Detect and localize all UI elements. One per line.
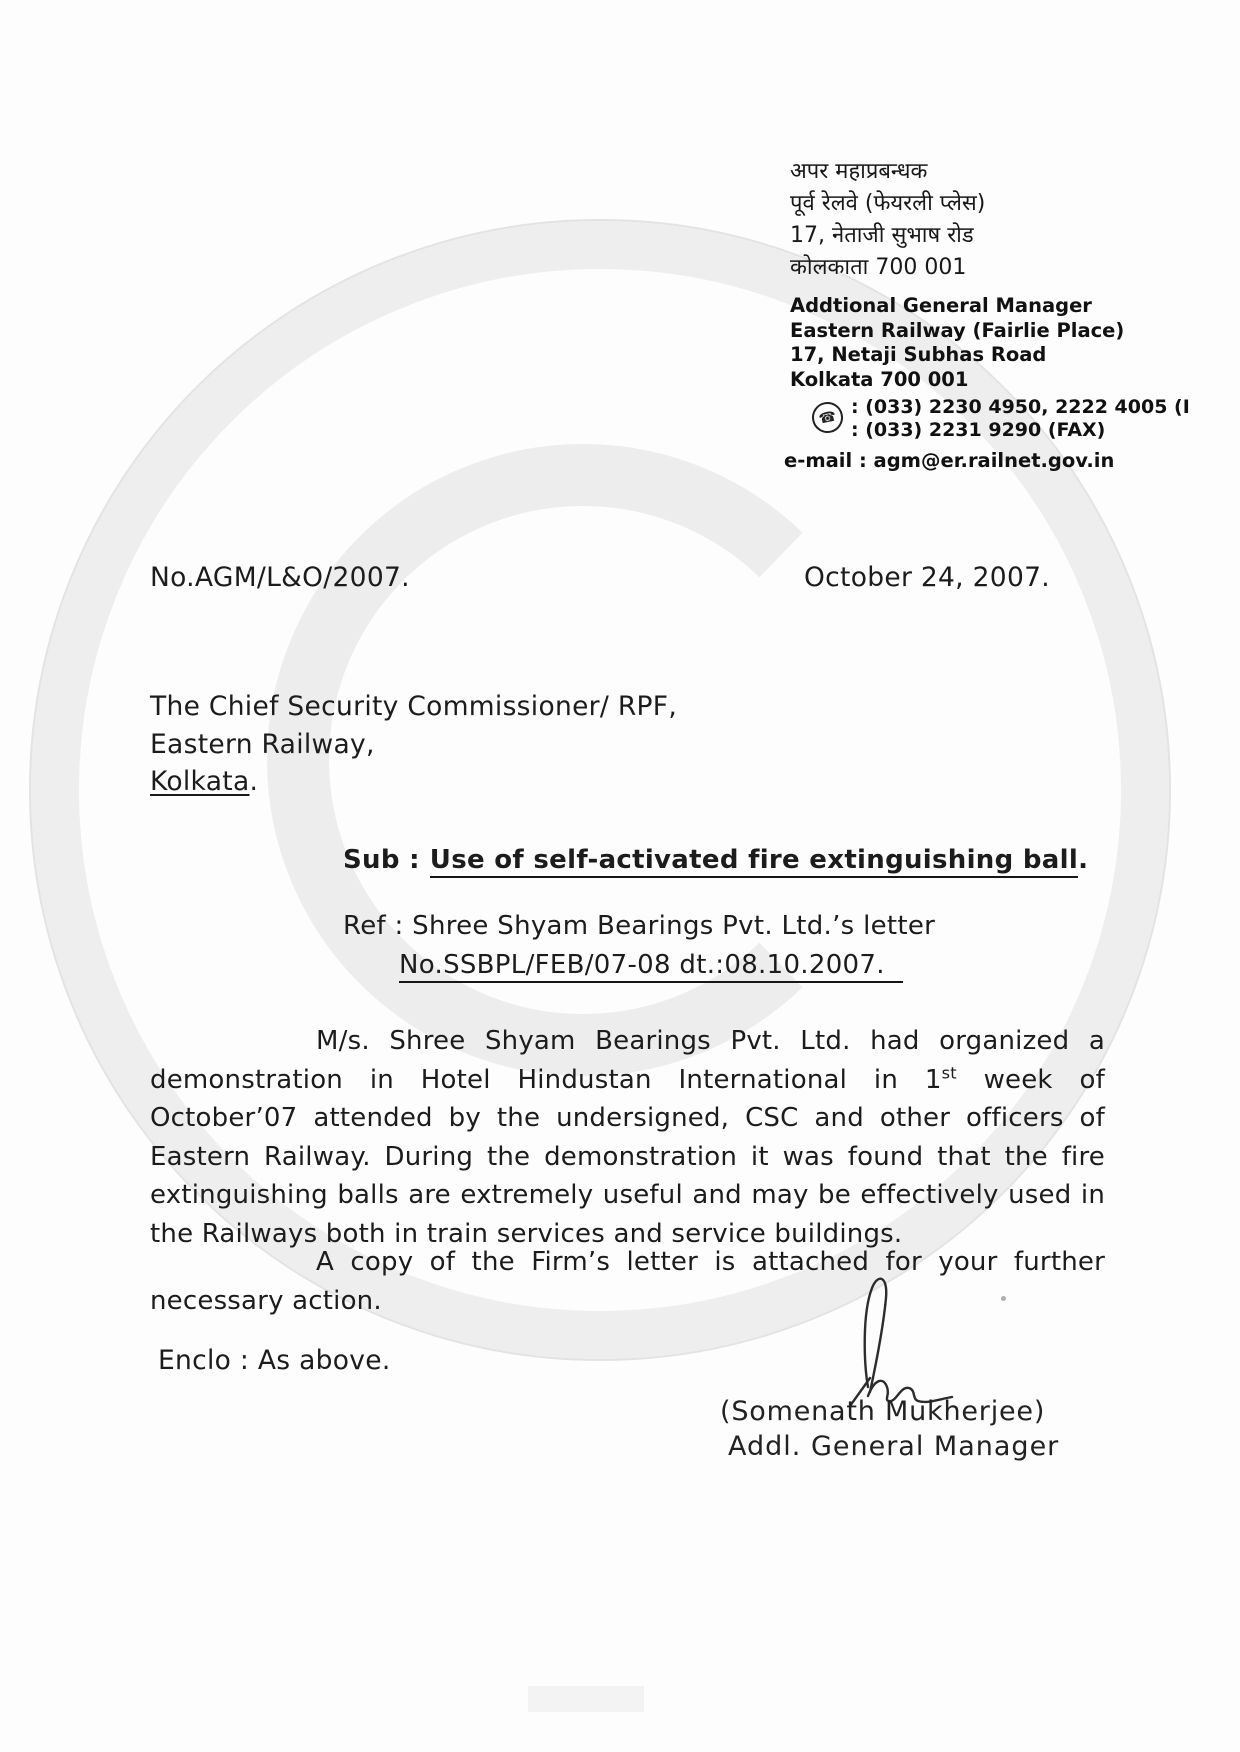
email-line: e-mail : agm@er.railnet.gov.in	[784, 449, 1115, 472]
subject-period: .	[1078, 845, 1089, 875]
letterhead-hindi	[790, 156, 1240, 284]
hindi-line: 17, नेताजी सुभाष रोड	[790, 223, 974, 248]
scan-speck	[1001, 1296, 1006, 1301]
paragraph-text: week of October’07 attended by the undersigned, CSC and other officers of Eastern Railway. During the demonstration it was found that the fire extinguishing balls are extremely useful and may be effectively used in the Railways both in train services and service buildings.	[150, 1064, 1105, 1249]
ordinal-superscript: st	[941, 1062, 957, 1082]
organization-name: Eastern Railway (Fairlie Place)	[790, 318, 1125, 342]
addressee-city: Kolkata	[150, 766, 250, 797]
enclosure-line: Enclo : As above.	[158, 1345, 391, 1376]
scan-artifact	[528, 1686, 644, 1712]
city-postcode: Kolkata 700 001	[790, 367, 969, 391]
addressee-city-period: .	[249, 766, 259, 797]
addressee-city-line	[150, 763, 677, 801]
reference-date-line	[150, 562, 1050, 593]
street-address: 17, Netaji Subhas Road	[790, 343, 1047, 366]
subject-text: Use of self-activated fire extinguishing ball	[430, 845, 1078, 878]
fax-number-line: : (033) 2231 9290 (FAX)	[851, 419, 1106, 441]
body-paragraph-1	[150, 1022, 1105, 1253]
addressee-line: The Chief Security Commissioner/ RPF,	[150, 691, 678, 722]
letter-number: No.AGM/L&O/2007.	[150, 562, 410, 593]
addressee-line: Eastern Railway,	[150, 728, 375, 760]
reference-letter-number: No.SSBPL/FEB/07-08 dt.:08.10.2007.	[399, 950, 903, 983]
phone-block	[790, 396, 1240, 442]
reference-line-1: Ref : Shree Shyam Bearings Pvt. Ltd.’s letter	[343, 911, 936, 941]
reference-block	[343, 908, 935, 984]
subject-line	[343, 845, 1088, 875]
letter-date: October 24, 2007.	[803, 562, 1050, 593]
letterhead-english	[790, 294, 1240, 392]
phone-number-line: : (033) 2230 4950, 2222 4005 (I	[851, 396, 1190, 418]
officer-designation: Addtional General Manager	[790, 294, 1092, 317]
hindi-line: कोलकाता 700 001	[790, 255, 967, 280]
signatory-name: (Somenath Mukherjee)	[720, 1396, 1046, 1427]
phone-icon: ☎	[809, 399, 846, 436]
body-paragraph-2: A copy of the Firm’s letter is attached for your further necessary action.	[150, 1247, 1105, 1316]
letterhead	[784, 156, 1240, 472]
paragraph-text: M/s. Shree Shyam Bearings Pvt. Ltd. had organized a demonstration in Hotel Hindustan International in 1	[150, 1026, 1105, 1095]
hindi-line: पूर्व रेलवे (फेयरली प्लेस)	[790, 191, 986, 216]
addressee-block	[150, 688, 677, 801]
subject-label: Sub :	[343, 845, 420, 875]
reference-line-2	[399, 947, 935, 984]
hindi-line: अपर महाप्रबन्धक	[790, 159, 928, 184]
signatory-title: Addl. General Manager	[728, 1431, 1060, 1462]
signature-scribble	[830, 1264, 1000, 1414]
